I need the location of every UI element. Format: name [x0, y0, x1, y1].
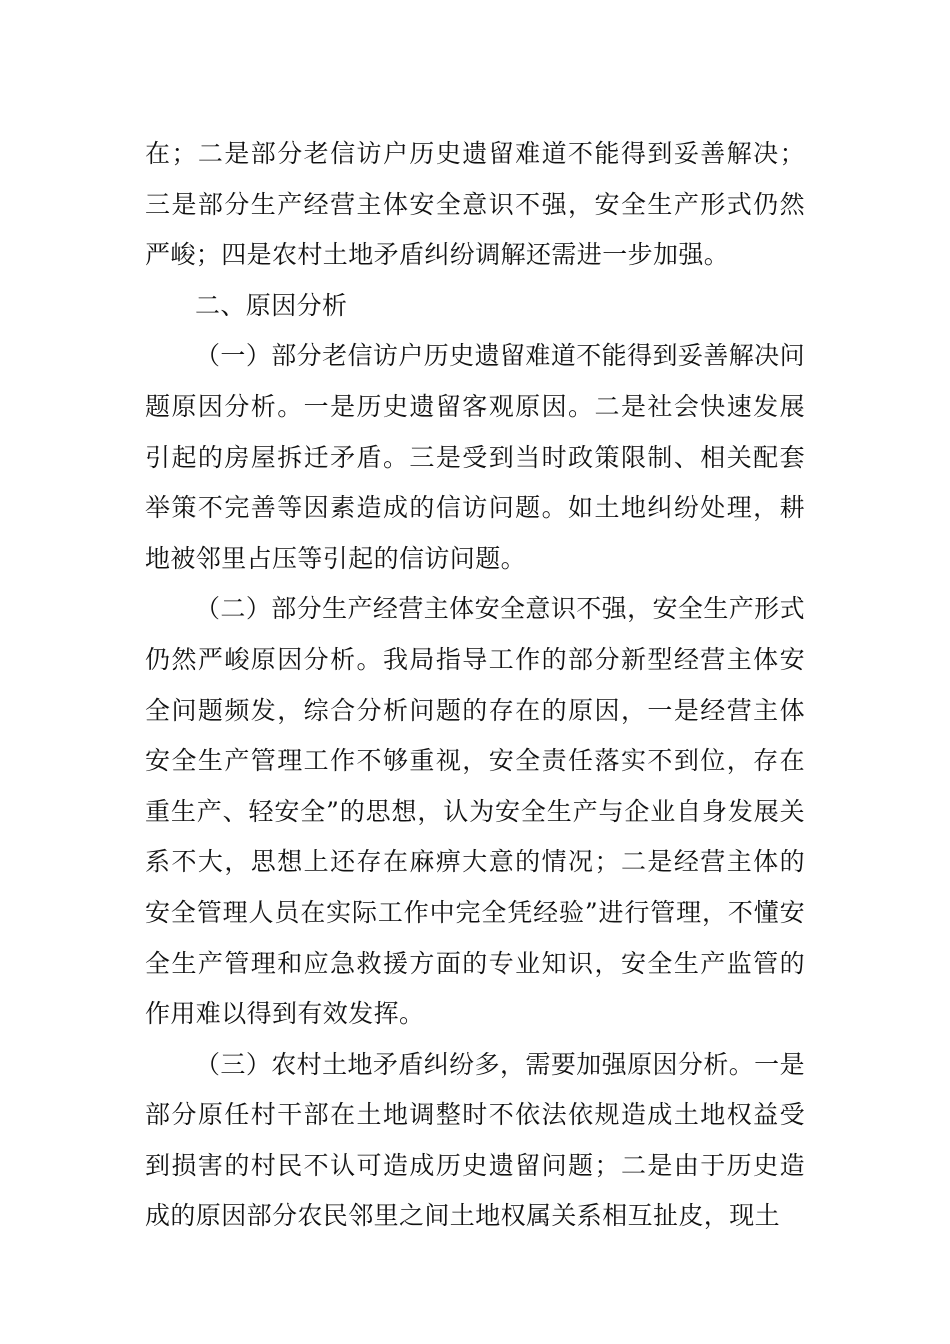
paragraph-safety-analysis: （二）部分生产经营主体安全意识不强，安全生产形式仍然严峻原因分析。我局指导工作的部分新型经营主体安全问题频发，综合分析问题的存在的原因，一是经营主体安全生产管理工作不够重视，安全责任落实不到位，存在重生产、轻安全”的思想，认为安全生产与企业自身发展关系不大，思想上还存在麻痹大意的情况；二是经营主体的安全管理人员在实际工作中完全凭经验”进行管理，不懂安全生产管理和应急救援方面的专业知识，安全生产监管的作用难以得到有效发挥。 — [145, 594, 805, 1029]
section-heading-cause-analysis: 二、原因分析 — [195, 290, 348, 320]
document-body — [145, 129, 805, 1242]
paragraph-petition-analysis: （一）部分老信访户历史遗留难道不能得到妥善解决问题原因分析。一是历史遗留客观原因。二是社会快速发展引起的房屋拆迁矛盾。三是受到当时政策限制、相关配套举策不完善等因素造成的信访问题。如土地纠纷处理，耕地被邻里占压等引起的信访问题。 — [145, 341, 805, 573]
paragraph-land-dispute-analysis: （三）农村土地矛盾纠纷多，需要加强原因分析。一是部分原任村干部在土地调整时不依法依规造成土地权益受到损害的村民不认可造成历史遗留问题；二是由于历史造成的原因部分农民邻里之间土地权属关系相互扯皮，现土 — [145, 1049, 805, 1231]
paragraph-continuation: 在；二是部分老信访户历史遗留难道不能得到妥善解决；三是部分生产经营主体安全意识不强，安全生产形式仍然严峻；四是农村土地矛盾纠纷调解还需进一步加强。 — [145, 139, 805, 270]
